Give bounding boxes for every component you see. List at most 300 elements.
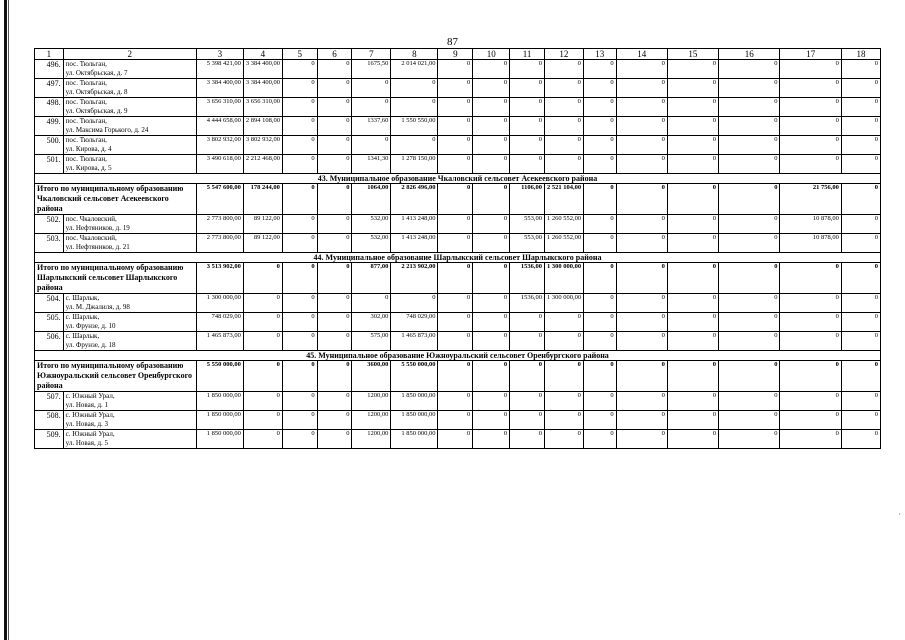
value-cell: 1 260 552,00 xyxy=(544,234,583,253)
value-cell: 0 xyxy=(282,155,317,174)
value-cell: 0 xyxy=(616,79,667,98)
address-line: ул. Фрунзе, д. 10 xyxy=(65,322,116,330)
value-cell: 1 300 000,00 xyxy=(196,294,243,313)
value-cell: 0 xyxy=(438,117,473,136)
value-cell: 0 xyxy=(317,136,352,155)
total-cell: 0 xyxy=(473,263,510,294)
address-line: пос. Чкаловский, xyxy=(65,234,117,242)
address-line: с. Шарлык, xyxy=(65,313,100,321)
section-row xyxy=(35,174,881,184)
value-cell: 1200,00 xyxy=(352,430,391,449)
value-cell: 0 xyxy=(719,60,780,79)
value-cell: 0 xyxy=(510,155,545,174)
value-cell: 0 xyxy=(243,313,282,332)
value-cell: 0 xyxy=(544,392,583,411)
value-cell: 0 xyxy=(616,411,667,430)
table-row xyxy=(35,430,881,449)
value-cell: 0 xyxy=(616,136,667,155)
value-cell: 0 xyxy=(719,79,780,98)
value-cell: 0 xyxy=(352,98,391,117)
total-cell: 0 xyxy=(583,184,616,215)
row-number: 507. xyxy=(35,392,64,411)
address-cell xyxy=(63,234,196,253)
binder-edge xyxy=(4,0,7,640)
value-cell: 0 xyxy=(473,79,510,98)
value-cell: 0 xyxy=(667,430,718,449)
value-cell: 0 xyxy=(780,79,841,98)
total-cell: 2 213 902,00 xyxy=(391,263,438,294)
value-cell: 0 xyxy=(282,294,317,313)
value-cell: 0 xyxy=(438,392,473,411)
value-cell: 0 xyxy=(243,294,282,313)
value-cell: 0 xyxy=(510,117,545,136)
total-cell: 1 300 000,00 xyxy=(544,263,583,294)
value-cell: 3 490 618,00 xyxy=(196,155,243,174)
value-cell: 0 xyxy=(438,313,473,332)
value-cell: 0 xyxy=(667,60,718,79)
total-cell: 2 521 104,00 xyxy=(544,184,583,215)
value-cell: 0 xyxy=(616,430,667,449)
column-header-11: 11 xyxy=(510,49,545,60)
total-cell: 21 756,00 xyxy=(780,184,841,215)
value-cell: 0 xyxy=(841,117,880,136)
value-cell: 0 xyxy=(616,98,667,117)
value-cell: 0 xyxy=(438,60,473,79)
total-cell: 0 xyxy=(780,263,841,294)
value-cell: 0 xyxy=(243,430,282,449)
binder-edge-line xyxy=(8,0,9,640)
total-cell: 0 xyxy=(317,263,352,294)
value-cell: 0 xyxy=(667,215,718,234)
value-cell: 0 xyxy=(510,60,545,79)
address-line: ул. Кирова, д. 4 xyxy=(65,145,112,153)
value-cell: 0 xyxy=(282,98,317,117)
value-cell: 0 xyxy=(317,392,352,411)
value-cell: 553,00 xyxy=(510,215,545,234)
address-line: ул. Новая, д. 3 xyxy=(65,420,109,428)
value-cell: 3 656 310,00 xyxy=(196,98,243,117)
address-line: ул. Максима Горького, д. 24 xyxy=(65,126,149,134)
total-cell: 0 xyxy=(667,361,718,392)
value-cell: 10 878,00 xyxy=(780,215,841,234)
value-cell: 0 xyxy=(510,79,545,98)
value-cell: 0 xyxy=(667,332,718,351)
value-cell: 2 894 108,00 xyxy=(243,117,282,136)
value-cell: 0 xyxy=(616,234,667,253)
value-cell: 1 850 000,00 xyxy=(196,430,243,449)
value-cell: 0 xyxy=(282,136,317,155)
value-cell: 0 xyxy=(780,136,841,155)
value-cell: 0 xyxy=(583,294,616,313)
value-cell: 0 xyxy=(544,313,583,332)
value-cell: 0 xyxy=(841,294,880,313)
value-cell: 0 xyxy=(473,155,510,174)
value-cell: 0 xyxy=(667,98,718,117)
address-line: ул. Октябрьская, д. 9 xyxy=(65,107,128,115)
value-cell: 0 xyxy=(391,294,438,313)
table-row xyxy=(35,234,881,253)
total-cell: 0 xyxy=(616,263,667,294)
value-cell: 0 xyxy=(510,411,545,430)
value-cell: 0 xyxy=(667,136,718,155)
total-cell: 0 xyxy=(841,184,880,215)
value-cell: 0 xyxy=(841,332,880,351)
value-cell: 1341,30 xyxy=(352,155,391,174)
total-cell: 0 xyxy=(616,184,667,215)
value-cell: 0 xyxy=(841,79,880,98)
value-cell: 0 xyxy=(719,313,780,332)
value-cell: 0 xyxy=(667,411,718,430)
value-cell: 0 xyxy=(780,117,841,136)
table-row xyxy=(35,60,881,79)
value-cell: 0 xyxy=(583,332,616,351)
total-cell: 0 xyxy=(438,361,473,392)
value-cell: 0 xyxy=(583,430,616,449)
address-cell xyxy=(63,98,196,117)
column-header-17: 17 xyxy=(780,49,841,60)
value-cell: 0 xyxy=(473,215,510,234)
address-line: ул. Новая, д. 5 xyxy=(65,439,109,447)
value-cell: 1 850 000,00 xyxy=(391,430,438,449)
address-line: ул. Новая, д. 1 xyxy=(65,401,109,409)
address-cell xyxy=(63,313,196,332)
value-cell: 575,00 xyxy=(352,332,391,351)
value-cell: 0 xyxy=(719,117,780,136)
value-cell: 0 xyxy=(719,294,780,313)
address-line: ул. Нефтяников, д. 21 xyxy=(65,243,130,251)
row-number: 504. xyxy=(35,294,64,313)
value-cell: 0 xyxy=(510,98,545,117)
value-cell: 0 xyxy=(438,332,473,351)
value-cell: 1 850 000,00 xyxy=(391,392,438,411)
value-cell: 89 122,00 xyxy=(243,215,282,234)
total-row xyxy=(35,361,881,392)
column-header-14: 14 xyxy=(616,49,667,60)
total-cell: 0 xyxy=(510,361,545,392)
value-cell: 0 xyxy=(317,234,352,253)
address-cell xyxy=(63,294,196,313)
address-cell xyxy=(63,392,196,411)
value-cell: 0 xyxy=(317,411,352,430)
address-line: ул. Фрунзе, д. 18 xyxy=(65,341,116,349)
value-cell: 0 xyxy=(473,117,510,136)
value-cell: 0 xyxy=(473,313,510,332)
value-cell: 0 xyxy=(438,234,473,253)
value-cell: 0 xyxy=(317,155,352,174)
value-cell: 0 xyxy=(438,294,473,313)
column-header-3: 3 xyxy=(196,49,243,60)
value-cell: 0 xyxy=(583,392,616,411)
value-cell: 0 xyxy=(438,215,473,234)
value-cell: 0 xyxy=(583,411,616,430)
value-cell: 0 xyxy=(282,430,317,449)
address-cell xyxy=(63,411,196,430)
column-header-1: 1 xyxy=(35,49,64,60)
section-row xyxy=(35,351,881,361)
value-cell: 0 xyxy=(719,155,780,174)
address-line: с. Южный Урал, xyxy=(65,411,115,419)
value-cell: 0 xyxy=(583,215,616,234)
value-cell: 0 xyxy=(473,136,510,155)
value-cell: 0 xyxy=(243,332,282,351)
value-cell: 4 444 658,00 xyxy=(196,117,243,136)
value-cell: 3 384 400,00 xyxy=(243,60,282,79)
row-number: 506. xyxy=(35,332,64,351)
column-header-13: 13 xyxy=(583,49,616,60)
total-cell: 0 xyxy=(616,361,667,392)
value-cell: 0 xyxy=(616,155,667,174)
value-cell: 3 384 400,00 xyxy=(196,79,243,98)
value-cell: 1 850 000,00 xyxy=(196,411,243,430)
row-number: 508. xyxy=(35,411,64,430)
section-title: 44. Муниципальное образование Шарлыкский сельсовет Шарлыкского района xyxy=(35,253,881,263)
value-cell: 0 xyxy=(841,98,880,117)
value-cell: 3 384 400,00 xyxy=(243,79,282,98)
value-cell: 0 xyxy=(780,60,841,79)
total-cell: 0 xyxy=(719,361,780,392)
value-cell: 0 xyxy=(616,215,667,234)
total-cell: 0 xyxy=(243,361,282,392)
value-cell: 0 xyxy=(510,392,545,411)
value-cell: 0 xyxy=(438,79,473,98)
value-cell: 0 xyxy=(473,234,510,253)
total-cell: 1106,00 xyxy=(510,184,545,215)
address-line: ул. Октябрьская, д. 8 xyxy=(65,88,128,96)
address-cell xyxy=(63,430,196,449)
column-header-7: 7 xyxy=(352,49,391,60)
value-cell: 0 xyxy=(510,136,545,155)
address-line: ул. Нефтяников, д. 19 xyxy=(65,224,130,232)
address-line: пос. Чкаловский, xyxy=(65,215,117,223)
value-cell: 1 413 248,00 xyxy=(391,234,438,253)
value-cell: 5 398 421,00 xyxy=(196,60,243,79)
total-row xyxy=(35,184,881,215)
margin-mark: · xyxy=(898,510,901,519)
page-number: 87 xyxy=(447,36,458,48)
value-cell: 2 773 800,00 xyxy=(196,215,243,234)
row-number: 500. xyxy=(35,136,64,155)
address-line: ул. М. Джалиля, д. 98 xyxy=(65,303,130,311)
value-cell: 0 xyxy=(719,234,780,253)
value-cell: 532,00 xyxy=(352,215,391,234)
address-line: с. Шарлык, xyxy=(65,332,100,340)
value-cell: 0 xyxy=(841,60,880,79)
section-row xyxy=(35,253,881,263)
total-label: Итого по муниципальному образованию Шарлыкский сельсовет Шарлыкского района xyxy=(35,263,197,294)
total-cell: 1064,00 xyxy=(352,184,391,215)
value-cell: 0 xyxy=(616,392,667,411)
value-cell: 0 xyxy=(719,430,780,449)
value-cell: 0 xyxy=(473,98,510,117)
address-line: пос. Тюльган, xyxy=(65,60,107,68)
value-cell: 0 xyxy=(841,313,880,332)
table-row xyxy=(35,294,881,313)
total-cell: 0 xyxy=(282,184,317,215)
value-cell: 0 xyxy=(583,98,616,117)
table-row xyxy=(35,98,881,117)
value-cell: 0 xyxy=(719,136,780,155)
column-header-4: 4 xyxy=(243,49,282,60)
row-number: 497. xyxy=(35,79,64,98)
table-row xyxy=(35,136,881,155)
total-cell: 5 547 600,00 xyxy=(196,184,243,215)
total-cell: 0 xyxy=(317,184,352,215)
value-cell: 1337,60 xyxy=(352,117,391,136)
total-cell: 5 550 000,00 xyxy=(196,361,243,392)
address-line: пос. Тюльган, xyxy=(65,98,107,106)
table-body xyxy=(35,49,881,449)
row-number: 503. xyxy=(35,234,64,253)
value-cell: 0 xyxy=(544,430,583,449)
total-cell: 0 xyxy=(719,263,780,294)
table-row xyxy=(35,117,881,136)
value-cell: 1 550 550,00 xyxy=(391,117,438,136)
address-cell xyxy=(63,79,196,98)
value-cell: 0 xyxy=(510,313,545,332)
value-cell: 0 xyxy=(616,117,667,136)
value-cell: 0 xyxy=(583,136,616,155)
value-cell: 0 xyxy=(780,294,841,313)
value-cell: 0 xyxy=(841,411,880,430)
table-row xyxy=(35,332,881,351)
value-cell: 0 xyxy=(841,392,880,411)
value-cell: 748 029,00 xyxy=(391,313,438,332)
row-number: 498. xyxy=(35,98,64,117)
value-cell: 0 xyxy=(780,430,841,449)
value-cell: 0 xyxy=(667,117,718,136)
row-number: 501. xyxy=(35,155,64,174)
value-cell: 0 xyxy=(282,79,317,98)
column-header-15: 15 xyxy=(667,49,718,60)
value-cell: 0 xyxy=(841,136,880,155)
value-cell: 1 413 248,00 xyxy=(391,215,438,234)
value-cell: 1675,50 xyxy=(352,60,391,79)
value-cell: 0 xyxy=(473,430,510,449)
total-label: Итого по муниципальному образованию Южноуральский сельсовет Оренбургского района xyxy=(35,361,197,392)
value-cell: 0 xyxy=(282,234,317,253)
value-cell: 89 122,00 xyxy=(243,234,282,253)
column-header-16: 16 xyxy=(719,49,780,60)
total-cell: 2 826 496,00 xyxy=(391,184,438,215)
value-cell: 0 xyxy=(317,332,352,351)
address-line: с. Шарлык, xyxy=(65,294,100,302)
total-cell: 0 xyxy=(473,184,510,215)
value-cell: 3 656 310,00 xyxy=(243,98,282,117)
total-cell: 0 xyxy=(667,263,718,294)
value-cell: 0 xyxy=(282,60,317,79)
address-line: с. Южный Урал, xyxy=(65,430,115,438)
total-cell: 5 550 000,00 xyxy=(391,361,438,392)
value-cell: 302,00 xyxy=(352,313,391,332)
total-cell: 0 xyxy=(544,361,583,392)
row-number: 499. xyxy=(35,117,64,136)
value-cell: 3 802 932,00 xyxy=(243,136,282,155)
address-line: пос. Тюльган, xyxy=(65,79,107,87)
table-row xyxy=(35,155,881,174)
value-cell: 1 850 000,00 xyxy=(196,392,243,411)
value-cell: 0 xyxy=(473,392,510,411)
value-cell: 1 300 000,00 xyxy=(544,294,583,313)
value-cell: 0 xyxy=(780,392,841,411)
total-cell: 0 xyxy=(317,361,352,392)
value-cell: 0 xyxy=(544,136,583,155)
value-cell: 0 xyxy=(616,60,667,79)
total-cell: 3 513 902,00 xyxy=(196,263,243,294)
value-cell: 0 xyxy=(282,411,317,430)
value-cell: 0 xyxy=(544,60,583,79)
column-header-5: 5 xyxy=(282,49,317,60)
value-cell: 3 802 932,00 xyxy=(196,136,243,155)
total-cell: 0 xyxy=(438,263,473,294)
table-row xyxy=(35,411,881,430)
value-cell: 1536,00 xyxy=(510,294,545,313)
value-cell: 2 773 800,00 xyxy=(196,234,243,253)
column-header-8: 8 xyxy=(391,49,438,60)
table-row xyxy=(35,313,881,332)
value-cell: 0 xyxy=(282,215,317,234)
address-line: ул. Кирова, д. 5 xyxy=(65,164,112,172)
value-cell: 0 xyxy=(510,430,545,449)
value-cell: 0 xyxy=(616,294,667,313)
value-cell: 10 878,00 xyxy=(780,234,841,253)
total-cell: 877,00 xyxy=(352,263,391,294)
value-cell: 0 xyxy=(780,98,841,117)
value-cell: 0 xyxy=(282,392,317,411)
column-header-9: 9 xyxy=(438,49,473,60)
value-cell: 0 xyxy=(391,98,438,117)
value-cell: 0 xyxy=(243,392,282,411)
value-cell: 2 212 468,00 xyxy=(243,155,282,174)
row-number: 502. xyxy=(35,215,64,234)
column-header-10: 10 xyxy=(473,49,510,60)
value-cell: 0 xyxy=(473,294,510,313)
address-line: ул. Октябрьская, д. 7 xyxy=(65,69,128,77)
total-cell: 3600,00 xyxy=(352,361,391,392)
address-cell xyxy=(63,332,196,351)
total-cell: 0 xyxy=(719,184,780,215)
value-cell: 0 xyxy=(667,313,718,332)
value-cell: 0 xyxy=(317,117,352,136)
value-cell: 0 xyxy=(544,79,583,98)
value-cell: 0 xyxy=(473,60,510,79)
value-cell: 0 xyxy=(583,60,616,79)
value-cell: 0 xyxy=(282,313,317,332)
value-cell: 0 xyxy=(544,117,583,136)
value-cell: 0 xyxy=(473,411,510,430)
value-cell: 0 xyxy=(616,332,667,351)
value-cell: 0 xyxy=(317,313,352,332)
register-table xyxy=(34,48,881,449)
table-row xyxy=(35,79,881,98)
total-cell: 0 xyxy=(438,184,473,215)
column-number-row xyxy=(35,49,881,60)
total-cell: 0 xyxy=(841,361,880,392)
value-cell: 1 260 552,00 xyxy=(544,215,583,234)
value-cell: 0 xyxy=(841,155,880,174)
total-cell: 0 xyxy=(583,263,616,294)
row-number: 505. xyxy=(35,313,64,332)
value-cell: 0 xyxy=(667,79,718,98)
value-cell: 1 850 000,00 xyxy=(391,411,438,430)
value-cell: 0 xyxy=(352,79,391,98)
value-cell: 1 278 150,00 xyxy=(391,155,438,174)
value-cell: 0 xyxy=(510,332,545,351)
value-cell: 0 xyxy=(352,294,391,313)
address-line: пос. Тюльган, xyxy=(65,117,107,125)
total-label: Итого по муниципальному образованию Чкаловский сельсовет Асекеевского района xyxy=(35,184,197,215)
value-cell: 0 xyxy=(438,155,473,174)
total-cell: 0 xyxy=(667,184,718,215)
